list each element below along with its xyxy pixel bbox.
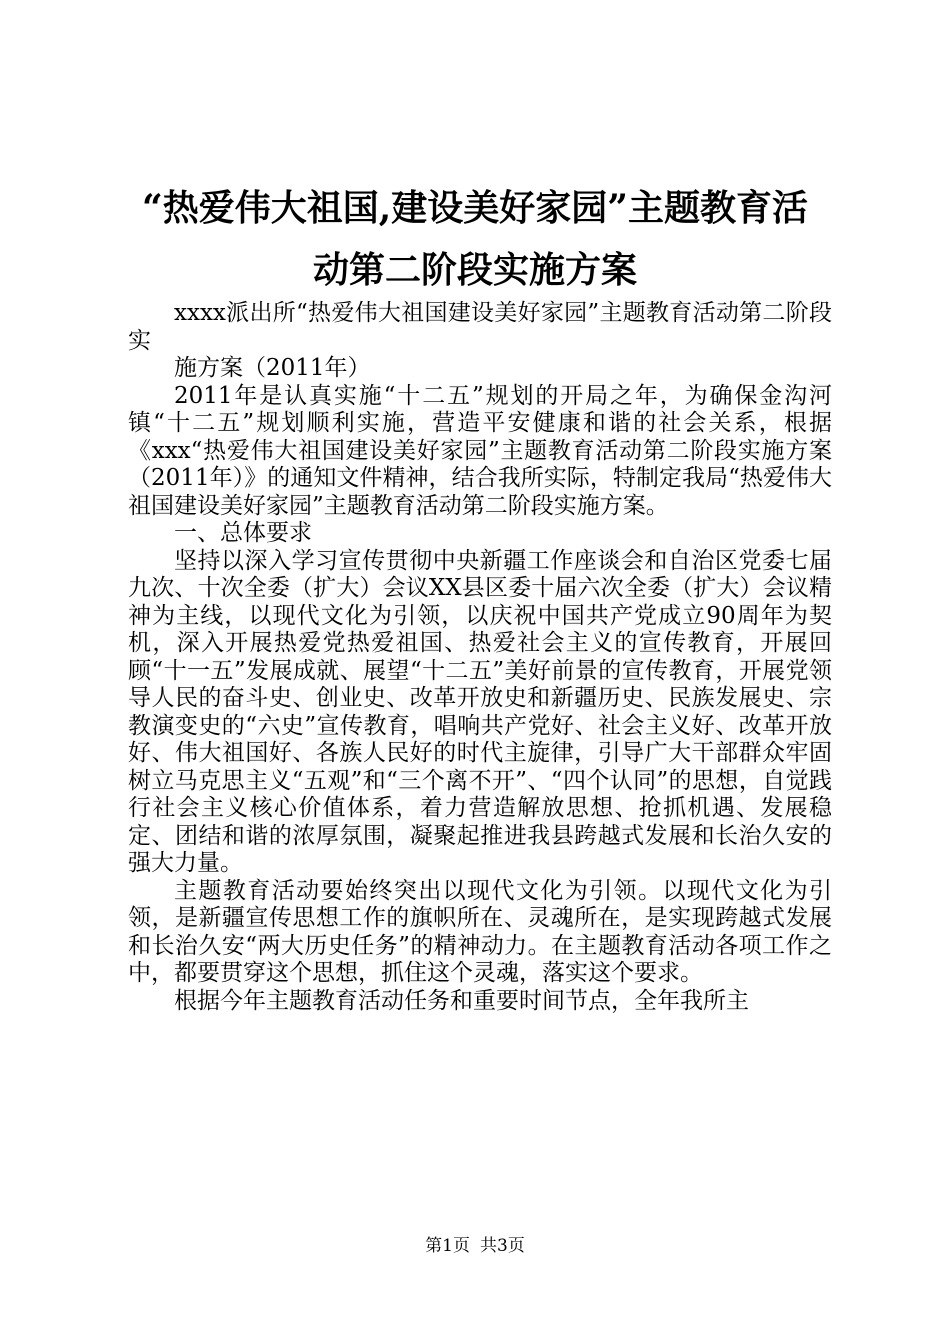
body-paragraph: 坚持以深入学习宣传贯彻中央新疆工作座谈会和自治区党委七届九次、十次全委（扩大）会议XX县区委十届六次全委（扩大）会议精神为主线，以现代文化为引领，以庆祝中国共产党成立90周年为契机，深入开展热爱党热爱祖国、热爱社会主义的宣传教育，开展回顾“十一五”发展成就、展望“十二五”美好前景的宣传教育，开展党领导人民的奋斗史、创业史、改革开放史和新疆历史、民族发展史、宗教演变史的“六史”宣传教育，唱响共产党好、社会主义好、改革开放好、伟大祖国好、各族人民好的时代主旋律，引导广大干部群众牢固树立马克思主义“五观”和“三个离不开”、“四个认同”的思想，自觉践行社会主义核心价值体系，着力营造解放思想、抢抓机遇、发展稳定、团结和谐的浓厚氛围，凝聚起推进我县跨越式发展和长治久安的强大力量。 xyxy=(128,547,832,876)
page-number: 第1页 xyxy=(425,1236,470,1256)
body-paragraph: 2011年是认真实施“十二五”规划的开局之年，为确保金沟河镇“十二五”规划顺利实施，营造平安健康和谐的社会关系，根据《xxx“热爱伟大祖国建设美好家园”主题教育活动第二阶段实施方案（2011年）》的通知文件精神，结合我所实际，特制定我局“热爱伟大祖国建设美好家园”主题教育活动第二阶段实施方案。 xyxy=(128,382,832,519)
document-body xyxy=(128,300,832,1015)
body-paragraph: 施方案（2011年） xyxy=(174,355,371,381)
body-paragraph: 主题教育活动要始终突出以现代文化为引领。以现代文化为引领，是新疆宣传思想工作的旗帜所在、灵魂所在，是实现跨越式发展和长治久安“两大历史任务”的精神动力。在主题教育活动各项工作之中，都要贯穿这个思想，抓住这个灵魂，落实这个要求。 xyxy=(128,877,832,986)
body-paragraph: 根据今年主题教育活动任务和重要时间节点，全年我所主 xyxy=(174,987,749,1014)
document-title-line-1: “热爱伟大祖国,建设美好家园”主题教育活 xyxy=(142,187,808,229)
page-total: 共3页 xyxy=(480,1236,525,1256)
section-heading: 一、总体要求 xyxy=(174,520,312,546)
page-footer xyxy=(0,1236,950,1256)
document-title-line-2: 动第二阶段实施方案 xyxy=(312,249,637,291)
body-paragraph: xxxx派出所“热爱伟大祖国建设美好家园”主题教育活动第二阶段实 xyxy=(128,300,832,354)
